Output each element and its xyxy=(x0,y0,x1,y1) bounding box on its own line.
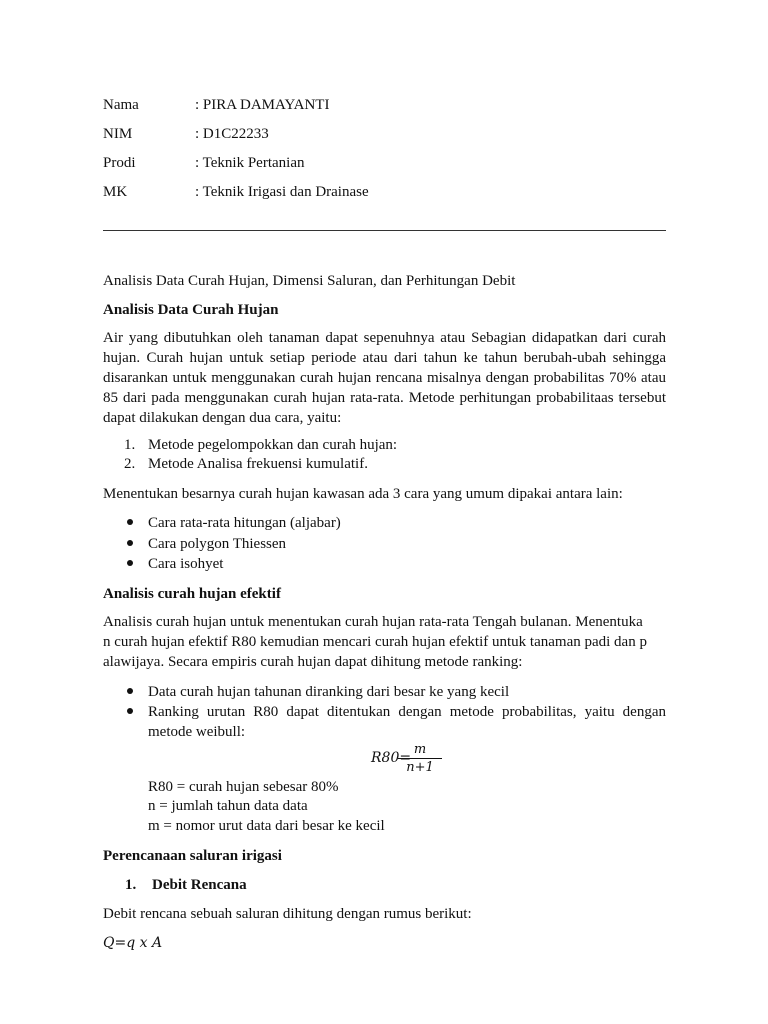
document-title: Analisis Data Curah Hujan, Dimensi Saluran, dan Perhitungan Debit xyxy=(103,273,516,289)
paragraph-line: Analisis curah hujan untuk menentukan curah hujan rata-rata Tengah bulanan. Menentuka xyxy=(103,614,643,630)
list-item: Ranking urutan R80 dapat ditentukan dengan metode probabilitas, yaitu dengan metode weibull: xyxy=(148,704,666,740)
fraction-bar xyxy=(398,758,442,759)
definition-line: R80 = curah hujan sebesar 80% xyxy=(148,779,339,795)
bullet-icon xyxy=(127,688,133,694)
bullet-icon xyxy=(127,519,133,525)
section-heading-saluran-irigasi: Perencanaan saluran irigasi xyxy=(103,848,282,864)
section-paragraph: Air yang dibutuhkan oleh tanaman dapat sepenuhnya atau Sebagian didapatkan dari curah hujan. Curah hujan untuk setiap periode atau dari tahun ke tahun berubah-ubah sehingga disarankan untuk menggunakan curah hujan rencana misalnya dengan probabilitas 70% atau 85 dari pada menggunakan curah hujan rata-rata. Metode perhitungan probabilitaas tersebut dapat dilakukan dengan dua cara, yaitu: xyxy=(103,330,666,426)
value-nama: : PIRA DAMAYANTI xyxy=(195,97,330,113)
list-item: Data curah hujan tahunan diranking dari besar ke yang kecil xyxy=(148,684,510,700)
section-paragraph: Debit rencana sebuah saluran dihitung dengan rumus berikut: xyxy=(103,906,472,922)
formula-denominator: n+1 xyxy=(406,760,434,775)
definition-line: m = nomor urut data dari besar ke kecil xyxy=(148,818,385,834)
bullet-icon xyxy=(127,540,133,546)
section-heading-curah-hujan: Analisis Data Curah Hujan xyxy=(103,302,279,318)
subheading-number: 1. xyxy=(125,877,137,893)
formula-fraction xyxy=(398,742,442,775)
label-nim: NIM xyxy=(103,126,133,142)
list-item: Cara isohyet xyxy=(148,556,224,572)
value-mk: : Teknik Irigasi dan Drainase xyxy=(195,184,369,200)
label-nama: Nama xyxy=(103,97,139,113)
list-item: Cara rata-rata hitungan (aljabar) xyxy=(148,515,341,531)
paragraph-line: alawijaya. Secara empiris curah hujan dapat dihitung metode ranking: xyxy=(103,654,523,670)
header-divider xyxy=(103,230,666,231)
value-prodi: : Teknik Pertanian xyxy=(195,155,305,171)
section-paragraph: Menentukan besarnya curah hujan kawasan ada 3 cara yang umum dipakai antara lain: xyxy=(103,486,623,502)
label-mk: MK xyxy=(103,184,128,200)
formula-lhs: R80= xyxy=(371,750,412,766)
value-nim: : D1C22233 xyxy=(195,126,269,142)
paragraph-line: n curah hujan efektif R80 kemudian mencari curah hujan efektif untuk tanaman padi dan p xyxy=(103,634,647,650)
list-item: Cara polygon Thiessen xyxy=(148,536,287,552)
label-prodi: Prodi xyxy=(103,155,136,171)
definition-line: n = jumlah tahun data data xyxy=(148,798,308,814)
subheading-debit-rencana: Debit Rencana xyxy=(152,877,247,893)
list-item: Metode pegelompokkan dan curah hujan: xyxy=(148,437,398,453)
bullet-icon xyxy=(127,708,133,714)
list-number: 2. xyxy=(124,456,136,472)
formula-numerator: m xyxy=(413,742,427,757)
formula-debit: Q=q x A xyxy=(103,935,163,951)
list-item: Metode Analisa frekuensi kumulatif. xyxy=(148,456,368,472)
bullet-icon xyxy=(127,560,133,566)
list-number: 1. xyxy=(124,437,136,453)
section-heading-curah-hujan-efektif: Analisis curah hujan efektif xyxy=(103,586,281,602)
